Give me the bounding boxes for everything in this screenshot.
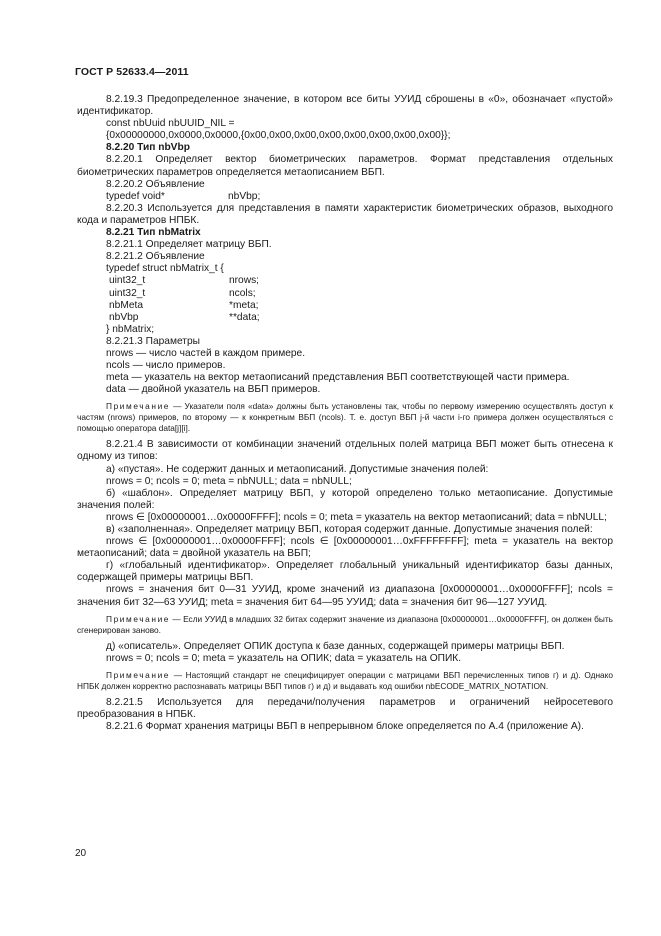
paragraph-8-2-21-3: 8.2.21.3 Параметры [106,335,200,347]
note-text: — Настоящий стандарт не специфицирует операции с матрицами ВБП перечисленных типов г) и д). Однако НПБК должен корректно распознавать матрицы ВБП типов г) и д) и выдавать код ошибки nbECODE_MATRIX_NOTATION. [77,669,613,691]
struct-field-name: *meta; [229,299,259,311]
matrix-type-g: г) «глобальный идентификатор». Определяет глобальный уникальный идентификатор базы данных, содержащей примеры матрицы ВБП. [77,560,613,584]
paragraph-8-2-19-3: 8.2.19.3 Предопределенное значение, в котором все биты УУИД сброшены в «0», обозначает «пустой» идентификатор. [77,94,613,118]
paragraph-8-2-21-1: 8.2.21.1 Определяет матрицу ВБП. [106,239,272,251]
paragraph-8-2-20-1: 8.2.20.1 Определяет вектор биометрических параметров. Формат представления отдельных биометрических параметров определяется метаописанием ВБП. [77,154,613,178]
note-label: Примечание [106,613,171,624]
matrix-type-a: а) «пустая». Не содержит данных и метаописаний. Допустимые значения полей: [106,463,489,475]
note-text: — Если УУИД в младших 32 битах содержит значение из диапазона [0x00000001…0x0000FFFF], он должен быть сгенерирован заново. [77,613,613,635]
note-2 [77,614,613,636]
document-body [77,94,613,733]
note-1 [77,401,613,434]
code-vbp-typedef-row [77,191,613,203]
struct-field-type: nbVbp [109,311,139,323]
matrix-type-b-values: nrows ∈ [0x00000001…0x0000FFFF]; ncols = 0; meta = указатель на вектор метаописаний; data = nbNULL; [106,511,607,523]
param-nrows: nrows — число частей в каждом примере. [106,347,306,359]
section-heading-8-2-21: 8.2.21 Тип nbMatrix [106,227,201,239]
code-vbp-typedef: typedef void* [106,190,165,202]
struct-fields [77,275,613,323]
matrix-type-v: в) «заполненная». Определяет матрицу ВБП, которая содержит данные. Допустимые значения полей: [106,524,593,535]
struct-field-name: **data; [229,311,260,323]
code-nil-declaration: const nbUuid nbUUID_NIL = [106,118,235,130]
param-meta: meta — указатель на вектор метаописаний представления ВБП соответствующей части примера. [106,372,570,384]
paragraph-8-2-21-6: 8.2.21.6 Формат хранения матрицы ВБП в непрерывном блоке определяется по А.4 (приложение А). [106,721,584,733]
struct-field-row [106,275,613,287]
page-header-standard-code: ГОСТ Р 52633.4—2011 [75,66,189,78]
struct-field-row [106,300,613,312]
paragraph-8-2-21-2: 8.2.21.2 Объявление [106,251,205,263]
struct-field-name: ncols; [229,287,256,299]
note-label: Примечание [106,669,171,680]
paragraph-8-2-21-5: 8.2.21.5 Используется для передачи/получения параметров и ограничений нейросетевого преобразования в НПБК. [77,696,613,720]
matrix-type-d-values: nrows = 0; ncols = 0; meta = указатель на ОПИК; data = указатель на ОПИК. [106,652,462,664]
matrix-type-v-values: nrows ∈ [0x00000001…0x0000FFFF]; ncols ∈ [0x00000001…0xFFFFFFFF]; meta = указатель на вектор метаописаний; data = двойной указатель на ВБП; [77,536,613,560]
struct-field-type: uint32_t [109,287,146,299]
matrix-type-a-values: nrows = 0; ncols = 0; meta = nbNULL; data = nbNULL; [106,475,352,487]
struct-field-row [106,288,613,300]
param-ncols: ncols — число примеров. [106,360,226,372]
param-data: data — двойной указатель на ВБП примеров. [106,384,321,396]
note-3 [77,670,613,692]
page-number: 20 [75,848,87,859]
matrix-type-g-values: nrows = значения бит 0—31 УУИД, кроме значений из диапазона [0x00000001…0x0000FFFF]; ncols = значения бит 32—63 УУИД; meta = значения бит 64—95 УУИД; data = значения бит 96—127 УУИД. [77,584,613,608]
paragraph-8-2-21-4: 8.2.21.4 В зависимости от комбинации значений отдельных полей матрица ВБП может быть отнесена к одному из типов: [77,439,613,463]
note-label: Примечание [106,401,171,412]
struct-field-row [106,312,613,324]
code-vbp-name: nbVbp; [228,190,261,202]
section-heading-8-2-20: 8.2.20 Тип nbVbp [106,142,190,154]
matrix-type-d: д) «описатель». Определяет ОПИК доступа к базе данных, содержащей примеры матрицы ВБП. [106,640,565,652]
paragraph-8-2-20-3: 8.2.20.3 Используется для представления в памяти характеристик биометрических образов, выходного кода и параметров НПБК. [77,202,613,226]
code-nil-value: {0x00000000,0x0000,0x0000,{0x00,0x00,0x00,0x00,0x00,0x00,0x00,0x00}}; [106,130,451,142]
struct-field-type: uint32_t [109,275,146,287]
matrix-type-b: б) «шаблон». Определяет матрицу ВБП, у которой определено только метаописание. Допустимые значения полей: [77,487,613,511]
struct-field-type: nbMeta [109,299,143,311]
struct-field-name: nrows; [229,275,260,287]
paragraph-8-2-20-2: 8.2.20.2 Объявление [106,178,205,190]
note-text: — Указатели поля «data» должны быть установлены так, чтобы по первому измерению осуществлять доступ к частям (nrows) примеров, по второму — к конкретным ВБП (ncols). Т. е. доступ ВБП j-й части i-го примера должен осуществляться с помощью оператора data[j][i]. [77,401,613,434]
code-struct-close: } nbMatrix; [106,323,155,335]
code-struct-open: typedef struct nbMatrix_t { [106,263,224,275]
